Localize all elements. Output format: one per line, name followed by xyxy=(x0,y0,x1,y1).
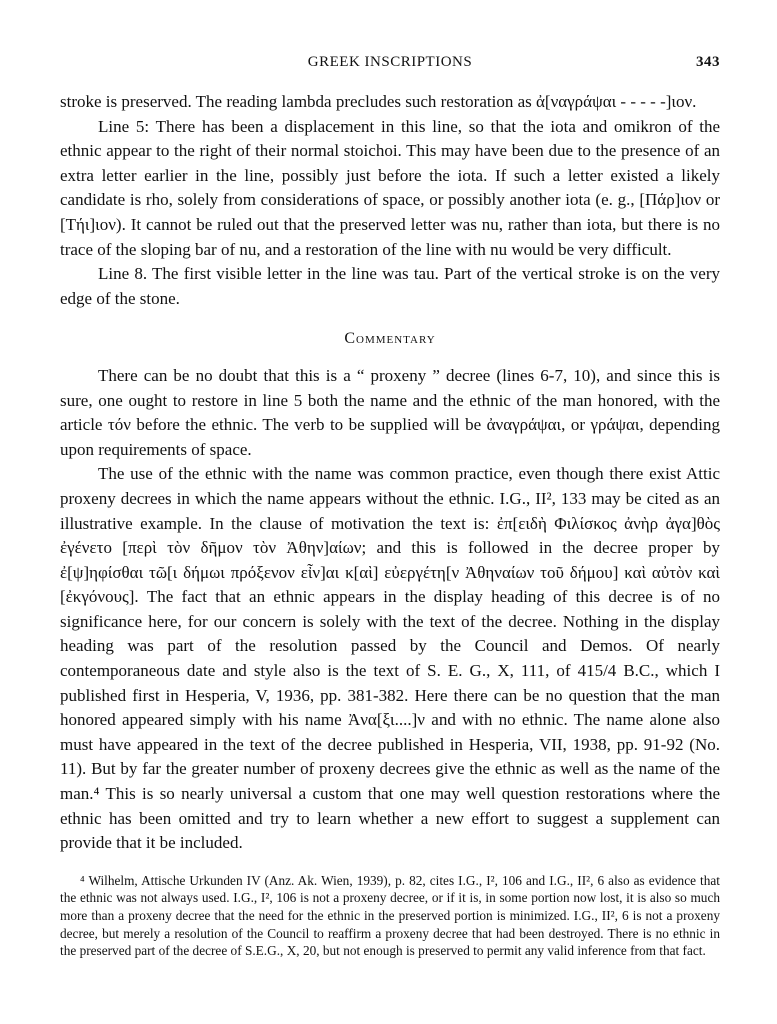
section-heading: Commentary xyxy=(344,330,436,348)
footnote: ⁴ Wilhelm, Attische Urkunden IV (Anz. Ak. Wien, 1939), p. 82, cites I.G., I², 106 and I.G., II², 6 also as evidence that the ethnic was not always used. I.G., I², 106 is not a proxeny decree, or if it is, in some portion now lost, it is also so much more than a proxeny decree that the need for the ethnic in the preserved portion is minimized. I.G., II², 6 is not a proxeny decree, but merely a resolution of the Council to reaffirm a proxeny decree that had been destroyed. There is no ethnic in the preserved part of the decree of S.E.G., X, 20, but not enough is preserved to permit any valid inference from that fact. xyxy=(60,872,720,959)
paragraph-line-8: Line 8. The first visible letter in the line was tau. Part of the vertical stroke is on the very edge of the stone. xyxy=(60,264,720,308)
paragraph-line-5: Line 5: There has been a displacement in this line, so that the iota and omikron of the ethnic appear to the right of their normal stoichoi. This may have been due to the presence of an extra letter earlier in the line, possibly just before the iota. If such a letter existed a likely candidate is rho, solely from considerations of space, or possibly another iota (e. g., [Πάρ]ιον or [Τήι]ιον). It cannot be ruled out that the preserved letter was nu, rather than iota, but there is no trace of the sloping bar of nu, and a restoration of the line with nu would be very difficult. xyxy=(60,116,720,259)
paragraph-ethnic-usage: The use of the ethnic with the name was common practice, even though there exist Attic proxeny decrees in which the name appears without the ethnic. I.G., II², 133 may be cited as an illustrative example. In the clause of motivation the text is: ἐπ[ειδὴ Φιλίσκος ἀνὴρ ἀγα]θὸς ἐγένετο [περὶ τὸν δῆμον τὸν Ἀθην]αίων; and this is followed in the decree proper by ἐ[ψ]ηφίσθαι τῶ[ι δήμωι πρόξενον εἶν]αι κ[αὶ] εὐεργέτη[ν Ἀθηναίων τοῦ δήμου] καὶ αὐτὸν καὶ [ἐκγόνους]. The fact that an ethnic appears in the display heading of this decree is of no significance here, for our concern is solely with the text of the decree. Nothing in the display heading was part of the resolution passed by the Council and Demos. Of nearly contemporaneous date and style also is the text of S. E. G., X, 111, of 415/4 B.C., which I published first in Hesperia, V, 1936, pp. 381-382. Here there can be no question that the man honored appeared simply with his name Ἀνα[ξι....]ν and with no ethnic. The name alone also must have appeared in the text of the decree published in Hesperia, VII, 1938, pp. 91-92 (No. 11). But by far the greater number of proxeny decrees give the ethnic as well as the name of the man.⁴ This is so nearly universal a custom that one may well question restorations where the ethnic has been omitted and try to learn whether a new effort to suggest a supplement can provide that it be included. xyxy=(60,464,720,853)
page-number: 343 xyxy=(696,54,720,70)
paragraph-stroke-preserved: stroke is preserved. The reading lambda precludes such restoration as ἀ[ναγράψαι - - - - -]ιον. xyxy=(60,92,697,111)
running-title: GREEK INSCRIPTIONS xyxy=(307,54,473,70)
body-text xyxy=(60,90,720,856)
book-page xyxy=(60,50,720,960)
running-head xyxy=(60,50,720,74)
paragraph-proxeny-decree: There can be no doubt that this is a “ proxeny ” decree (lines 6-7, 10), and since this is sure, one ought to restore in line 5 both the name and the ethnic of the man honored, with the article τόν before the ethnic. The verb to be supplied will be ἀναγράψαι, or γράψαι, depending upon requirements of space. xyxy=(60,365,720,459)
